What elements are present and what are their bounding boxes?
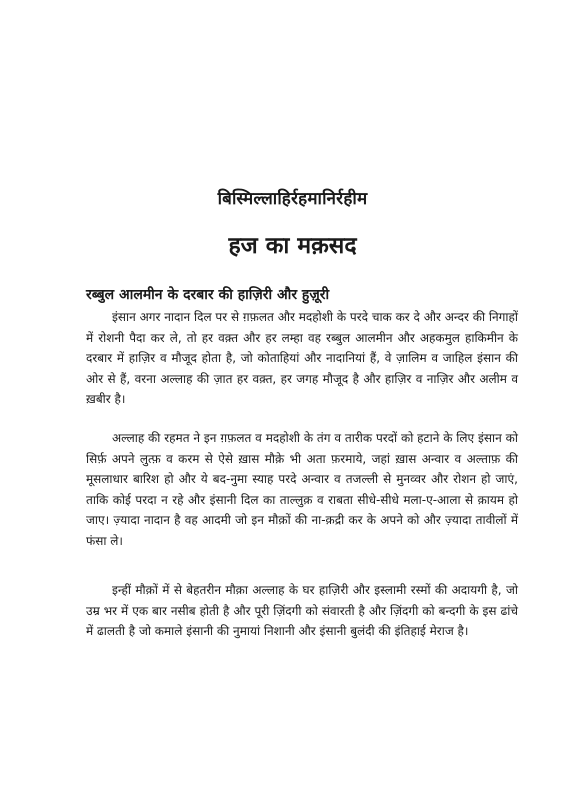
section-heading: रब्बुल आलमीन के दरबार की हाज़िरी और हुज़ूरी bbox=[86, 287, 330, 303]
bismillah-invocation: बिस्मिल्लाहिर्रहमानिर्रहीम bbox=[217, 189, 368, 209]
chapter-title: हज का मक़सद bbox=[228, 233, 357, 259]
paragraph-1: इंसान अगर नादान दिल पर से ग़फ़लत और मदहोशी के परदे चाक कर दे और अन्दर की निगाहों में रोशनी पैदा कर ले, तो हर वक़्त और हर लम्हा वह रब्बुल आलमीन और अहकमुल हाकिमीन के दरबार में हाज़िर व मौजूद होता है, जो कोताहियां और नादानियां हैं, वे ज़ालिम व जाहिल इंसान की ओर से हैं, वरना अल्लाह की ज़ात हर वक़्त, हर जगह मौजूद है और हाज़िर व नाज़िर और अलीम व ख़बीर है। bbox=[86, 310, 518, 406]
paragraph-2: अल्लाह की रहमत ने इन ग़फ़लत व मदहोशी के तंग व तारीक परदों को हटाने के लिए इंसान को सिर्फ़ अपने लुत्फ़ व करम से ऐसे ख़ास मौक़े भी अता फ़रमाये, जहां ख़ास अन्वार व अल्ताफ़ की मूसलाधार बारिश हो और ये बद-नुमा स्याह परदे अन्वार व तजल्ली से मुनव्वर और रोशन हो जाएं, ताकि कोई परदा न रहे और इंसानी दिल का ताल्लुक़ व राबता सीधे-सीधे मला-ए-आला से क़ायम हो जाए। ज़्यादा नादान है वह आदमी जो इन मौक़ों की ना-क़द्री कर के अपने को और ज़्यादा तावीलों में फंसा ले। bbox=[86, 431, 518, 548]
paragraph-3: इन्हीं मौक़ों में से बेहतरीन मौक़ा अल्लाह के घर हाज़िरी और इस्लामी रस्मों की अदायगी है, जो उम्र भर में एक बार नसीब होती है और पूरी ज़िंदगी को संवारती है और ज़िंदगी को बन्दगी के इस ढांचे में ढालती है जो कमाले इंसानी की नुमायां निशानी और इंसानी बुलंदी की इंतिहाई मेराज है। bbox=[86, 583, 518, 638]
